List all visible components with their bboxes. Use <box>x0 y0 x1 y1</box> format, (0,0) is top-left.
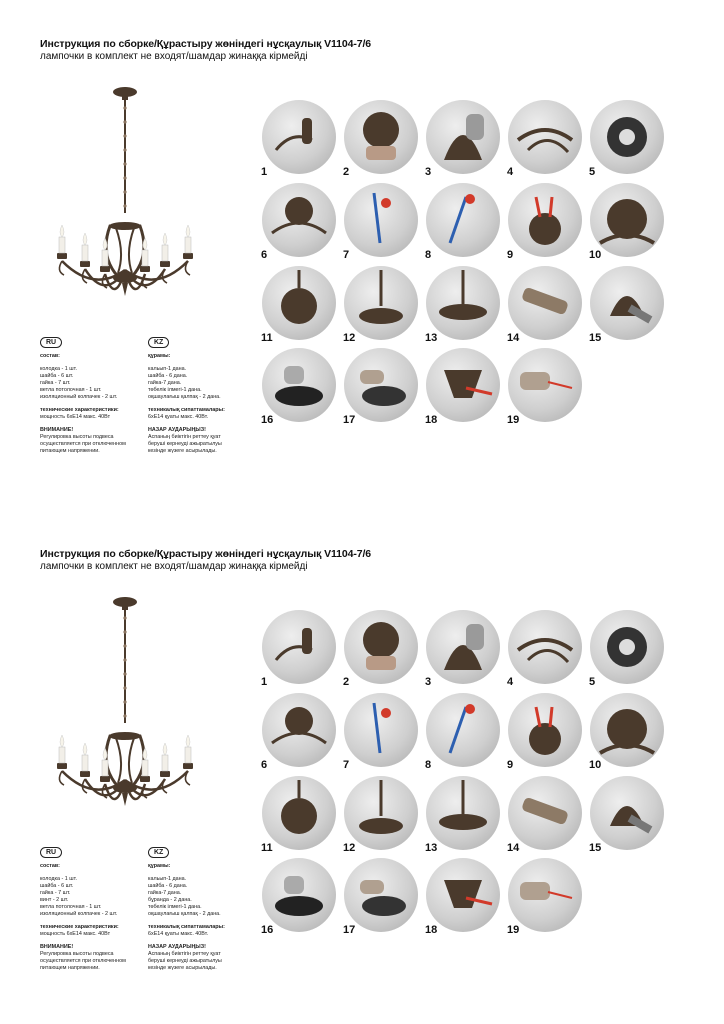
step-photo-icon <box>508 183 582 257</box>
list-item: оқшаулағыш қалпақ - 2 дана. <box>148 394 221 400</box>
list-item: изоляционный колпачек - 2 шт. <box>40 394 118 400</box>
step-photo-icon <box>426 266 500 340</box>
step-photo <box>426 183 500 257</box>
kz-specs-heading: техникалық сипаттамалары: <box>148 924 225 930</box>
step-photo-icon <box>344 693 418 767</box>
step-number: 4 <box>507 166 514 178</box>
step-photo <box>426 693 500 767</box>
step-photo <box>508 776 582 850</box>
assembly-step <box>343 100 418 178</box>
kz-specs: 6xE14 қуаты макс. 40Вт. <box>148 931 209 937</box>
assembly-steps <box>0 510 724 1010</box>
step-photo <box>344 183 418 257</box>
step-number: 17 <box>343 924 356 936</box>
step-photo <box>508 693 582 767</box>
sheet-title: Инструкция по сборке/Құрастыру жөніндегі нұсқаулық V1104-7/6 <box>40 548 372 560</box>
assembly-step <box>507 100 582 178</box>
assembly-step <box>425 858 500 936</box>
step-photo-icon <box>262 693 336 767</box>
step-photo <box>590 266 664 340</box>
step-photo-icon <box>262 266 336 340</box>
step-number: 19 <box>507 414 520 426</box>
step-number: 5 <box>589 676 596 688</box>
list-item: гайка-7 дана. <box>148 890 182 896</box>
assembly-step <box>261 610 336 688</box>
assembly-step <box>425 693 500 771</box>
step-photo-icon <box>344 348 418 422</box>
step-number: 6 <box>261 249 268 261</box>
list-item: осуществляется при отключенном <box>40 441 126 447</box>
step-photo <box>508 266 582 340</box>
step-photo <box>508 100 582 174</box>
step-photo <box>508 183 582 257</box>
assembly-step <box>589 610 664 688</box>
step-photo-icon <box>590 776 664 850</box>
ru-contents-heading: состав: <box>40 863 60 869</box>
assembly-step <box>589 776 664 854</box>
step-photo <box>262 858 336 932</box>
assembly-step <box>507 693 582 771</box>
assembly-step <box>261 348 336 426</box>
step-photo-icon <box>262 610 336 684</box>
step-number: 2 <box>343 676 350 688</box>
list-item: питающем напряжении. <box>40 448 100 454</box>
list-item: гайка - 7 шт. <box>40 380 71 386</box>
assembly-step <box>425 100 500 178</box>
step-photo-icon <box>590 100 664 174</box>
kz-warning-heading: НАЗАР АУДАРЫҢЫЗ! <box>148 427 206 433</box>
step-photo-icon <box>426 100 500 174</box>
step-photo-icon <box>590 183 664 257</box>
kz-badge: KZ <box>148 847 169 858</box>
assembly-step <box>507 266 582 344</box>
kz-specs-heading: техникалық сипаттамалары: <box>148 407 225 413</box>
step-photo <box>590 693 664 767</box>
sheet-subtitle: лампочки в комплект не входят/шамдар жинаққа кірмейді <box>40 51 308 62</box>
step-photo <box>426 776 500 850</box>
step-photo <box>508 348 582 422</box>
step-photo <box>344 858 418 932</box>
kz-warning-heading: НАЗАР АУДАРЫҢЫЗ! <box>148 944 206 950</box>
step-photo <box>590 610 664 684</box>
step-photo-icon <box>344 776 418 850</box>
step-number: 15 <box>589 842 602 854</box>
ru-warning-heading: ВНИМАНИЕ! <box>40 944 74 950</box>
step-photo <box>508 858 582 932</box>
step-number: 3 <box>425 676 432 688</box>
step-photo-icon <box>508 348 582 422</box>
assembly-step <box>507 183 582 261</box>
list-item: кезінде жүзеге асырылады. <box>148 448 217 454</box>
step-photo-icon <box>426 183 500 257</box>
list-item: төбелік ілмегі-1 дана. <box>148 904 202 910</box>
step-photo-icon <box>344 100 418 174</box>
step-number: 12 <box>343 332 356 344</box>
list-item: шайба - 6 дана. <box>148 373 188 379</box>
assembly-step <box>343 348 418 426</box>
step-number: 10 <box>589 249 602 261</box>
step-photo-icon <box>262 348 336 422</box>
step-number: 8 <box>425 249 432 261</box>
kz-badge: KZ <box>148 337 169 348</box>
assembly-step <box>425 266 500 344</box>
list-item: Аспаның биіктігін реттеу қуат <box>148 951 221 957</box>
list-item: ветла потолочная - 1 шт. <box>40 387 102 393</box>
step-photo <box>590 183 664 257</box>
step-photo <box>262 693 336 767</box>
step-number: 18 <box>425 414 438 426</box>
step-number: 7 <box>343 249 350 261</box>
step-number: 11 <box>261 332 273 344</box>
list-item: Регулировка высоты подвеса <box>40 434 114 440</box>
assembly-step <box>507 858 582 936</box>
step-number: 19 <box>507 924 520 936</box>
list-item: колодка - 1 шт. <box>40 366 77 372</box>
step-photo-icon <box>508 266 582 340</box>
step-photo <box>344 348 418 422</box>
step-photo-icon <box>508 858 582 932</box>
assembly-step <box>425 183 500 261</box>
step-number: 6 <box>261 759 268 771</box>
list-item: Регулировка высоты подвеса <box>40 951 114 957</box>
step-number: 3 <box>425 166 432 178</box>
step-photo-icon <box>426 610 500 684</box>
step-photo <box>344 266 418 340</box>
step-photo <box>426 100 500 174</box>
assembly-step <box>507 348 582 426</box>
ru-badge: RU <box>40 337 62 348</box>
step-photo-icon <box>508 776 582 850</box>
step-photo-icon <box>508 100 582 174</box>
step-photo <box>344 693 418 767</box>
list-item: шайба - 6 шт. <box>40 883 74 889</box>
sheet-title: Инструкция по сборке/Құрастыру жөніндегі нұсқаулық V1104-7/6 <box>40 38 372 50</box>
ru-contents-heading: состав: <box>40 353 60 359</box>
step-photo-icon <box>262 100 336 174</box>
list-item: колодка - 1 шт. <box>40 876 77 882</box>
step-photo-icon <box>426 348 500 422</box>
sheet-subtitle: лампочки в комплект не входят/шамдар жинаққа кірмейді <box>40 561 308 572</box>
step-number: 4 <box>507 676 514 688</box>
step-photo-icon <box>262 183 336 257</box>
ru-specs-heading: технические характеристики: <box>40 407 119 413</box>
step-photo <box>508 610 582 684</box>
list-item: кальып-1 дана. <box>148 876 187 882</box>
list-item: гайка-7 дана. <box>148 380 182 386</box>
step-number: 7 <box>343 759 350 771</box>
assembly-step <box>589 183 664 261</box>
list-item: бұранда - 2 дана. <box>148 897 192 903</box>
step-photo-icon <box>344 183 418 257</box>
assembly-step <box>261 693 336 771</box>
list-item: питающем напряжении. <box>40 965 100 971</box>
list-item: беруші кернеуді ажыратылуы <box>148 958 222 964</box>
step-number: 10 <box>589 759 602 771</box>
ru-warning-heading: ВНИМАНИЕ! <box>40 427 74 433</box>
assembly-step <box>425 348 500 426</box>
step-photo <box>590 100 664 174</box>
step-number: 8 <box>425 759 432 771</box>
ru-specs: мощность 6xE14 макс. 40Вт <box>40 931 111 937</box>
step-photo-icon <box>344 266 418 340</box>
assembly-step <box>425 610 500 688</box>
step-number: 1 <box>261 166 268 178</box>
step-photo <box>262 348 336 422</box>
step-photo-icon <box>590 693 664 767</box>
assembly-step <box>589 266 664 344</box>
step-number: 12 <box>343 842 356 854</box>
step-photo <box>344 776 418 850</box>
step-number: 9 <box>507 249 514 261</box>
step-number: 1 <box>261 676 268 688</box>
step-number: 16 <box>261 414 274 426</box>
step-number: 11 <box>261 842 273 854</box>
step-number: 18 <box>425 924 438 936</box>
assembly-step <box>261 100 336 178</box>
step-photo <box>262 183 336 257</box>
instruction-sheet <box>0 510 724 1010</box>
step-photo-icon <box>590 266 664 340</box>
step-photo <box>344 610 418 684</box>
step-photo-icon <box>262 776 336 850</box>
ru-specs: мощность 6xE14 макс. 40Вт <box>40 414 111 420</box>
list-item: кальып-1 дана. <box>148 366 187 372</box>
step-photo-icon <box>590 610 664 684</box>
ru-badge: RU <box>40 847 62 858</box>
assembly-step <box>261 266 336 344</box>
assembly-step <box>507 776 582 854</box>
list-item: Аспаның биіктігін реттеу қуат <box>148 434 221 440</box>
list-item: шайба - 6 дана. <box>148 883 188 889</box>
step-photo <box>262 610 336 684</box>
step-photo <box>344 100 418 174</box>
step-photo-icon <box>508 693 582 767</box>
kz-specs: 6xE14 қуаты макс. 40Вт. <box>148 414 209 420</box>
step-number: 14 <box>507 842 520 854</box>
step-number: 17 <box>343 414 356 426</box>
assembly-steps <box>0 0 724 500</box>
list-item: изоляционный колпачек - 2 шт. <box>40 911 118 917</box>
step-photo <box>426 266 500 340</box>
step-number: 16 <box>261 924 274 936</box>
step-photo <box>262 776 336 850</box>
step-photo <box>426 610 500 684</box>
list-item: осуществляется при отключенном <box>40 958 126 964</box>
list-item: гайка - 7 шт. <box>40 890 71 896</box>
step-photo-icon <box>426 776 500 850</box>
kz-contents-heading: құрамы: <box>148 353 171 359</box>
assembly-step <box>261 183 336 261</box>
list-item: төбелік ілмегі-1 дана. <box>148 387 202 393</box>
step-photo-icon <box>508 610 582 684</box>
step-number: 14 <box>507 332 520 344</box>
assembly-step <box>343 776 418 854</box>
step-photo-icon <box>262 858 336 932</box>
kz-contents-heading: құрамы: <box>148 863 171 869</box>
step-number: 13 <box>425 332 438 344</box>
step-number: 9 <box>507 759 514 771</box>
list-item: оқшаулағыш қалпақ - 2 дана. <box>148 911 221 917</box>
assembly-step <box>589 693 664 771</box>
assembly-step <box>343 266 418 344</box>
instruction-sheet <box>0 0 724 500</box>
assembly-step <box>261 858 336 936</box>
ru-specs-heading: технические характеристики: <box>40 924 119 930</box>
assembly-step <box>589 100 664 178</box>
assembly-step <box>261 776 336 854</box>
assembly-step <box>343 183 418 261</box>
step-photo-icon <box>344 610 418 684</box>
step-photo <box>426 348 500 422</box>
step-photo-icon <box>344 858 418 932</box>
list-item: винт - 2 шт. <box>40 897 69 903</box>
list-item: кезінде жүзеге асырылады. <box>148 965 217 971</box>
step-photo <box>262 100 336 174</box>
step-number: 2 <box>343 166 350 178</box>
assembly-step <box>343 858 418 936</box>
assembly-step <box>507 610 582 688</box>
list-item: беруші кернеуді ажыратылуы <box>148 441 222 447</box>
step-photo-icon <box>426 693 500 767</box>
list-item: шайба - 6 шт. <box>40 373 74 379</box>
assembly-step <box>425 776 500 854</box>
step-number: 13 <box>425 842 438 854</box>
assembly-step <box>343 610 418 688</box>
step-photo <box>426 858 500 932</box>
list-item: ветла потолочная - 1 шт. <box>40 904 102 910</box>
step-photo <box>262 266 336 340</box>
step-photo-icon <box>426 858 500 932</box>
step-number: 5 <box>589 166 596 178</box>
step-number: 15 <box>589 332 602 344</box>
assembly-step <box>343 693 418 771</box>
step-photo <box>590 776 664 850</box>
